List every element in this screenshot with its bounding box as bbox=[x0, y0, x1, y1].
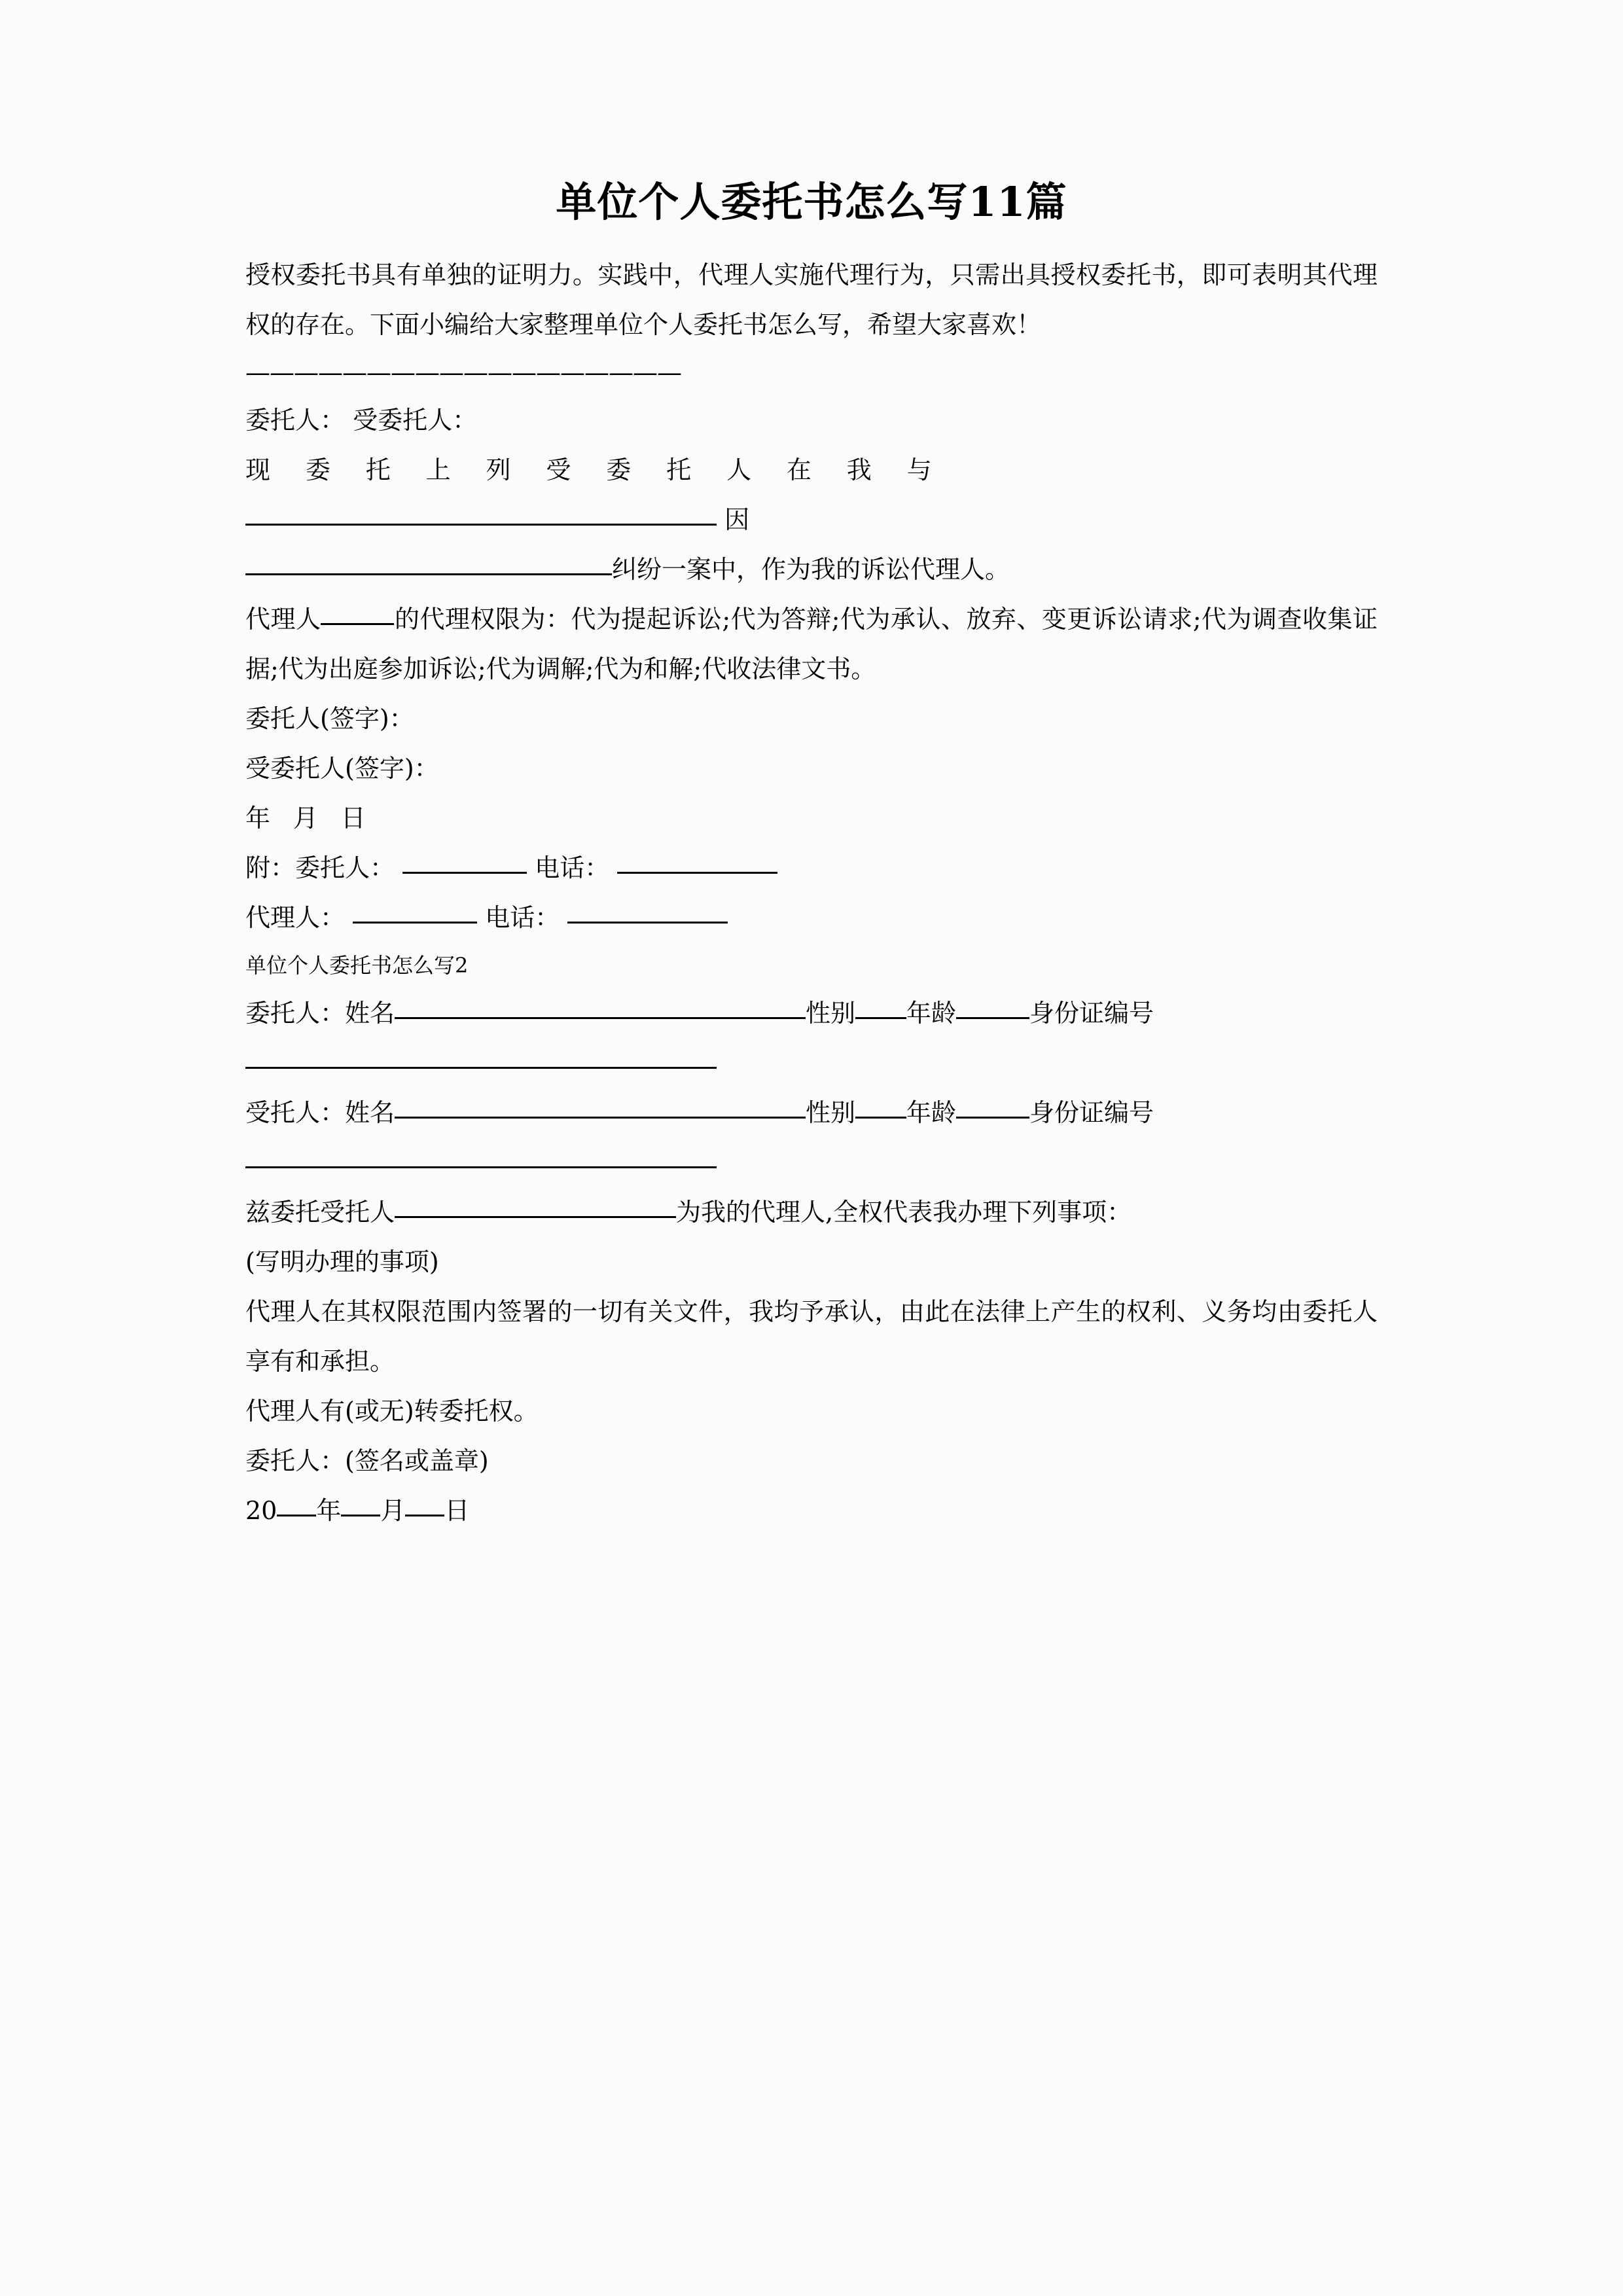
entrust-party-blank[interactable] bbox=[245, 504, 717, 526]
attachment-agent-blank[interactable] bbox=[353, 902, 477, 924]
principal-id-label: 身份证编号 bbox=[1029, 998, 1154, 1028]
principal-age-label: 年龄 bbox=[906, 998, 957, 1028]
trustee-id-blank[interactable] bbox=[245, 1147, 717, 1168]
principal-id-blank-line bbox=[245, 1038, 1378, 1088]
attachment-agent-line bbox=[245, 893, 1378, 942]
agent-scope-body: 的代理权限为：代为提起诉讼;代为答辩;代为承认、放弃、变更诉讼请求;代为调查收集证据;代为出庭参加诉讼;代为调解;代为和解;代收法律文书。 bbox=[245, 604, 1378, 683]
attachment-agent-label: 代理人： bbox=[245, 903, 346, 932]
trustee-gender-label: 性别 bbox=[806, 1098, 856, 1127]
principal-gender-label: 性别 bbox=[806, 998, 856, 1028]
principal-info-line bbox=[245, 988, 1378, 1038]
trustee-name-blank[interactable] bbox=[395, 1097, 806, 1119]
date-month-blank[interactable] bbox=[341, 1495, 380, 1516]
date-year-label: 年 bbox=[316, 1496, 342, 1525]
subdelegation-clause: 代理人有(或无)转委托权。 bbox=[245, 1396, 539, 1426]
section-heading-2: 单位个人委托书怎么写2 bbox=[245, 952, 469, 978]
principal-signature-label: 委托人(签字)： bbox=[245, 704, 414, 733]
date-day-blank[interactable] bbox=[405, 1495, 444, 1516]
hereby-prefix: 兹委托受托人 bbox=[245, 1197, 395, 1227]
attachment-principal-line bbox=[245, 843, 1378, 893]
trustee-name-label: 受托人：姓名 bbox=[245, 1098, 395, 1127]
recognition-clause: 代理人在其权限范围内签署的一切有关文件，我均予承认，由此在法律上产生的权利、义务均由委托人享有和承担。 bbox=[245, 1297, 1378, 1376]
agent-name-blank[interactable] bbox=[321, 603, 394, 625]
attachment-principal-blank[interactable] bbox=[402, 852, 527, 874]
principal-gender-blank[interactable] bbox=[855, 997, 906, 1019]
intro-paragraph: 授权委托书具有单独的证明力。实践中，代理人实施代理行为，只需出具授权委托书，即可表明其代理权的存在。下面小编给大家整理单位个人委托书怎么写，希望大家喜欢！ bbox=[245, 260, 1378, 339]
trustee-id-label: 身份证编号 bbox=[1029, 1098, 1154, 1127]
trustee-age-label: 年龄 bbox=[906, 1098, 957, 1127]
document-body bbox=[245, 177, 1378, 1535]
agent-signature-line bbox=[245, 744, 1378, 793]
parties-label: 委托人： 受委托人： bbox=[245, 405, 478, 435]
trustee-age-blank[interactable] bbox=[956, 1097, 1029, 1119]
matters-note-line bbox=[245, 1237, 1378, 1287]
hereby-entrust-paragraph bbox=[245, 1187, 1378, 1237]
attachment-phone-label-2: 电话： bbox=[485, 903, 560, 932]
trustee-info-line bbox=[245, 1088, 1378, 1138]
dispute-text: 纠纷一案中，作为我的诉讼代理人。 bbox=[612, 554, 1010, 584]
principal-signature-line-2: 委托人：(签名或盖章) bbox=[245, 1446, 489, 1475]
date-line-2 bbox=[245, 1486, 1378, 1535]
date-line-1 bbox=[245, 793, 1378, 843]
attachment-principal-phone-blank[interactable] bbox=[617, 852, 777, 874]
agent-signature-label: 受委托人(签字)： bbox=[245, 753, 439, 783]
date-month-label: 月 bbox=[380, 1496, 406, 1525]
trustee-gender-blank[interactable] bbox=[855, 1097, 906, 1119]
date-century-prefix: 20 bbox=[245, 1496, 277, 1525]
attachment-phone-label-1: 电话： bbox=[535, 853, 610, 882]
hereby-suffix: 为我的代理人,全权代表我办理下列事项： bbox=[676, 1197, 1132, 1227]
principal-name-blank[interactable] bbox=[395, 997, 806, 1019]
parties-line bbox=[245, 395, 1378, 445]
agent-scope-paragraph bbox=[245, 594, 1378, 694]
dispute-type-blank[interactable] bbox=[245, 554, 612, 575]
entrust-suffix: 因 bbox=[724, 505, 750, 534]
matters-note: (写明办理的事项) bbox=[245, 1247, 439, 1276]
principal-signature-line bbox=[245, 694, 1378, 744]
date-label: 年 月 日 bbox=[245, 803, 374, 833]
attachment-agent-phone-blank[interactable] bbox=[567, 902, 728, 924]
principal-age-blank[interactable] bbox=[956, 997, 1029, 1019]
principal-id-blank[interactable] bbox=[245, 1047, 717, 1069]
page-title: 单位个人委托书怎么写11篇 bbox=[556, 178, 1067, 226]
dispute-line bbox=[245, 545, 1378, 594]
principal-name-label: 委托人：姓名 bbox=[245, 998, 395, 1028]
agent-scope-prefix: 代理人 bbox=[245, 604, 321, 634]
section-divider: —————————————————— bbox=[245, 357, 681, 387]
date-day-label: 日 bbox=[444, 1496, 470, 1525]
date-year-blank[interactable] bbox=[277, 1495, 316, 1516]
entrust-line bbox=[245, 445, 1378, 545]
attachment-principal-label: 附：委托人： bbox=[245, 853, 395, 882]
trustee-id-blank-line bbox=[245, 1138, 1378, 1187]
hereby-trustee-blank[interactable] bbox=[395, 1196, 676, 1218]
entrust-prefix: 现 委 托 上 列 受 委 托 人 在 我 与 bbox=[245, 455, 946, 484]
